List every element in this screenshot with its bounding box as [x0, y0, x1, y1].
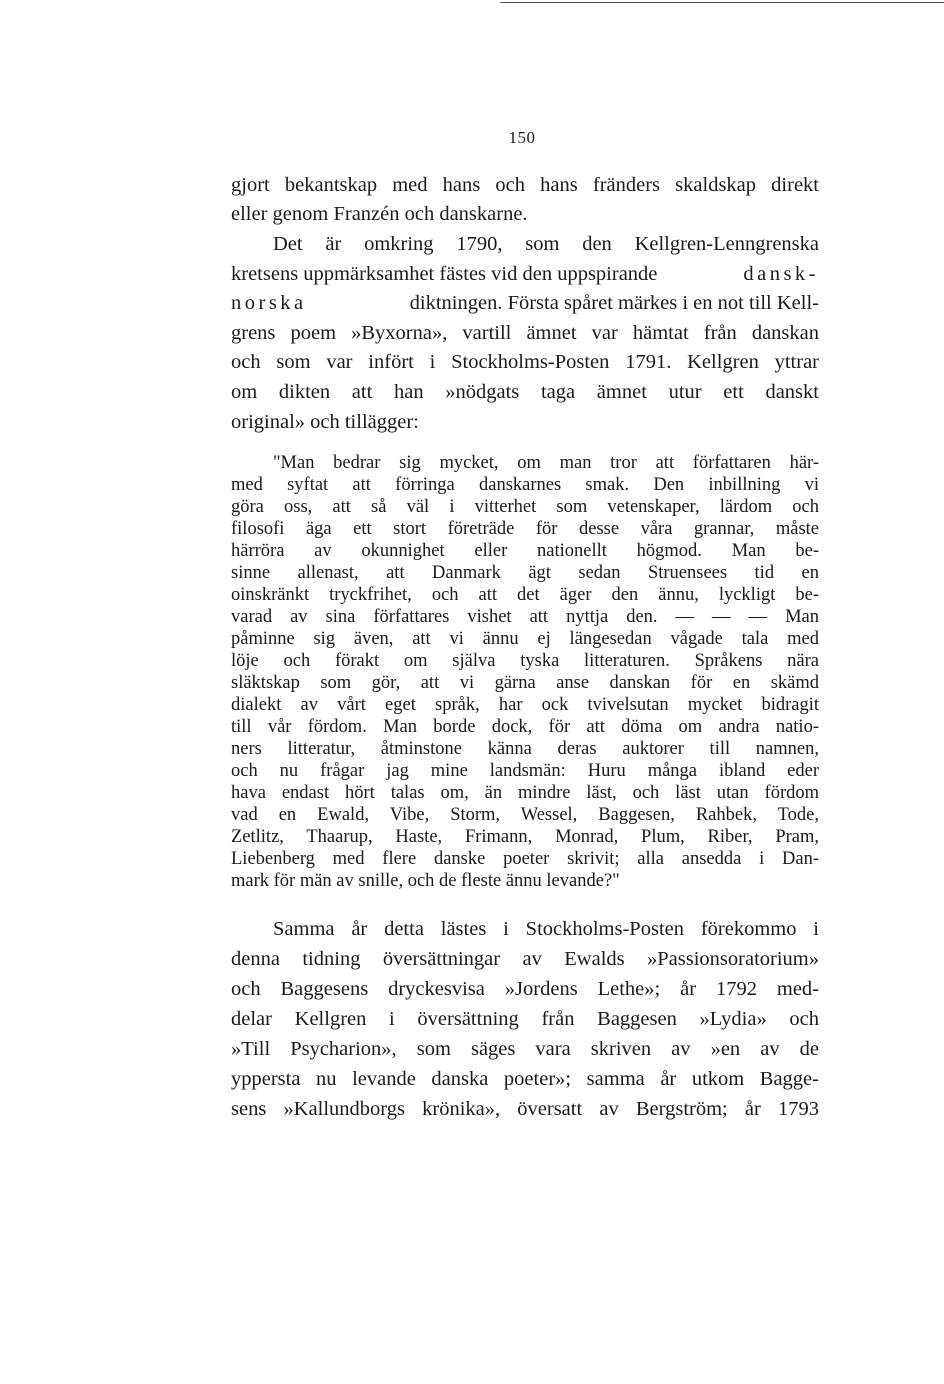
quote-line: Zetlitz, Thaarup, Haste, Frimann, Monrad, Plum, Riber, Pram, [231, 827, 819, 847]
text-line: sens »Kallundborgs krönika», översatt av Bergström; år 1793 [231, 1098, 819, 1120]
emphasized-word: dansk- [743, 263, 819, 285]
page-number: 150 [508, 128, 536, 147]
quote-line: mark för män av snille, och de fleste ännu levande?" [231, 871, 620, 891]
quote-line: "Man bedrar sig mycket, om man tror att författaren här- [273, 453, 819, 473]
quote-line: med syftat att förringa danskarnes smak. Den inbillning vi [231, 475, 819, 495]
emphasized-word: norska [231, 292, 307, 314]
quote-line: filosofi äga ett stort företräde för desse våra grannar, måste [231, 519, 819, 539]
quote-line: härröra av okunnighet eller nationellt högmod. Man be- [231, 541, 819, 561]
top-edge-rule [500, 2, 944, 3]
text-line: och Baggesens dryckesvisa »Jordens Lethe»; år 1792 med- [231, 978, 819, 1000]
quote-line: vad en Ewald, Vibe, Storm, Wessel, Baggesen, Rahbek, Tode, [231, 805, 819, 825]
quote-line: varad av sina författares vishet att nyttja den. — — — Man [231, 607, 819, 627]
quote-line: oinskränkt tryckfrihet, och att det äger den ännu, lyckligt be- [231, 585, 819, 605]
text-line: yppersta nu levande danska poeter»; samma år utkom Bagge- [231, 1068, 819, 1090]
text-line: »Till Psycharion», som säges vara skriven av »en av de [231, 1038, 819, 1060]
text-line: grens poem »Byxorna», vartill ämnet var hämtat från danskan [231, 322, 819, 344]
text-line: delar Kellgren i översättning från Baggesen »Lydia» och [231, 1008, 819, 1030]
quote-line: Liebenberg med flere danske poeter skrivit; alla ansedda i Dan- [231, 849, 819, 869]
quote-line: släktskap som gör, att vi gärna anse danskan för en skämd [231, 673, 819, 693]
quote-line: påminne sig även, att vi ännu ej längesedan vågade tala med [231, 629, 819, 649]
quote-line: dialekt av vårt eget språk, har ock tvivelsutan mycket bidragit [231, 695, 819, 715]
text-line: original» och tillägger: [231, 411, 419, 433]
quote-line: hava endast hört talas om, än mindre läst, och läst utan fördom [231, 783, 819, 803]
quote-line: ners litteratur, åtminstone känna deras auktorer till namnen, [231, 739, 819, 759]
text-line: eller genom Franzén och danskarne. [231, 203, 528, 225]
text-line: gjort bekantskap med hans och hans fränders skaldskap direkt [231, 174, 819, 196]
text-line [231, 288, 819, 318]
text-line: och som var infört i Stockholms-Posten 1791. Kellgren yttrar [231, 351, 819, 373]
text-line: Det är omkring 1790, som den Kellgren-Lenngrenska [273, 233, 819, 255]
quote-line: och nu frågar jag mine landsmän: Huru många ibland eder [231, 761, 819, 781]
text-line [231, 259, 819, 289]
text-line: denna tidning översättningar av Ewalds »Passionsoratorium» [231, 948, 819, 970]
text-segment: kretsens uppmärksamhet fästes vid den uppspirande [231, 263, 658, 285]
quote-line: sinne allenast, att Danmark ägt sedan Struensees tid en [231, 563, 819, 583]
quote-line: till vår fördom. Man borde dock, för att döma om andra natio- [231, 717, 819, 737]
quote-line: löje och förakt om själva tyska litteraturen. Språkens nära [231, 651, 819, 671]
text-line: Samma år detta lästes i Stockholms-Posten förekommo i [273, 918, 819, 940]
text-line: om dikten att han »nödgats taga ämnet utur ett danskt [231, 381, 819, 403]
quote-line: göra oss, att så väl i vitterhet som vetenskaper, lärdom och [231, 497, 819, 517]
text-segment: diktningen. Första spåret märkes i en not till Kell- [409, 292, 819, 314]
